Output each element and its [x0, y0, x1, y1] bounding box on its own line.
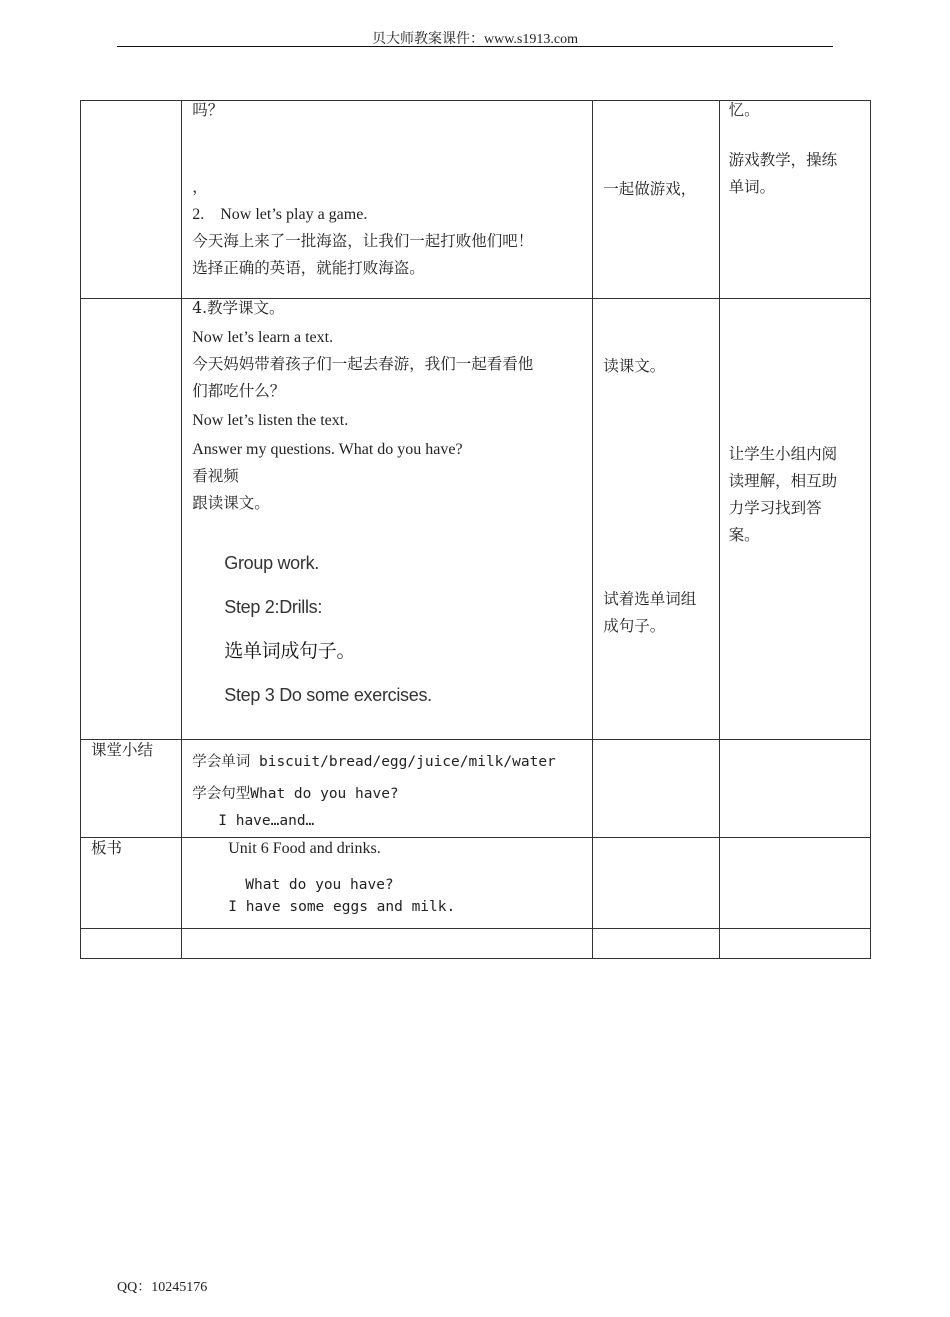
- row1-col4: [719, 101, 870, 299]
- line-text: 选择正确的英语，就能打败海盗。: [192, 259, 425, 277]
- image-line-group-work: Group work.: [224, 553, 319, 573]
- purpose-text: 案。: [728, 526, 760, 544]
- row4-col1: [81, 838, 182, 929]
- line-text: 看视频: [192, 467, 239, 485]
- table-row: [81, 929, 871, 959]
- row2-col3: [593, 299, 719, 740]
- row3-col1: [81, 740, 182, 838]
- section-label-summary: 课堂小结: [91, 741, 154, 759]
- row5-col4: [719, 929, 870, 959]
- row5-col1: [81, 929, 182, 959]
- row2-col2: [182, 299, 593, 740]
- line-text: 吗？: [192, 101, 224, 119]
- activity-text: 成句子。: [603, 617, 666, 635]
- line-text: ，: [192, 178, 208, 196]
- row1-col3: [593, 101, 719, 299]
- table-row: [81, 838, 871, 929]
- purpose-text: 力学习找到答: [728, 499, 822, 517]
- summary-line: 学会单词 biscuit/bread/egg/juice/milk/water: [192, 754, 556, 770]
- board-line: What do you have?: [245, 877, 394, 893]
- table-row: [81, 299, 871, 740]
- page-footer: QQ：10245176: [117, 1280, 208, 1295]
- line-text: 今天海上来了一批海盗，让我们一起打败他们吧！: [192, 232, 534, 250]
- table-row: [81, 101, 871, 299]
- purpose-text: 游戏教学，操练: [728, 151, 838, 169]
- activity-text: 试着选单词组: [603, 590, 697, 608]
- line-text: 2. Now let’s play a game.: [192, 206, 368, 223]
- row4-col2: [182, 838, 593, 929]
- row5-col3: [593, 929, 719, 959]
- purpose-text: 单词。: [728, 178, 776, 196]
- row4-col4: [719, 838, 870, 929]
- row5-col2: [182, 929, 593, 959]
- board-line: I have some eggs and milk.: [228, 899, 456, 915]
- summary-line: I have…and…: [218, 813, 315, 829]
- row1-col1: [81, 101, 182, 299]
- board-title: Unit 6 Food and drinks.: [228, 840, 381, 857]
- section-label-board: 板书: [91, 839, 123, 857]
- row3-col3: [593, 740, 719, 838]
- row4-col3: [593, 838, 719, 929]
- line-text: Answer my questions. What do you have?: [192, 441, 463, 458]
- purpose-text: 让学生小组内阅: [728, 445, 838, 463]
- table-row: [81, 740, 871, 838]
- row3-col2: [182, 740, 593, 838]
- embedded-image: [224, 550, 524, 712]
- image-line-select: 选单词成句子。: [224, 641, 356, 662]
- purpose-text: 读理解，相互助: [728, 472, 838, 490]
- line-text: 们都吃什么？: [192, 382, 286, 400]
- line-text: Now let’s listen the text.: [192, 412, 349, 429]
- line-text: 跟读课文。: [192, 494, 270, 512]
- line-text: 今天妈妈带着孩子们一起去春游，我们一起看看他: [192, 355, 534, 373]
- summary-line: 学会句型What do you have?: [192, 786, 399, 802]
- purpose-text: 忆。: [728, 101, 760, 119]
- row2-col1: [81, 299, 182, 740]
- activity-text: 一起做游戏，: [603, 180, 697, 198]
- line-text: 4.教学课文。: [192, 299, 285, 317]
- row1-col2: [182, 101, 593, 299]
- activity-text: 读课文。: [603, 357, 666, 375]
- line-text: Now let’s learn a text.: [192, 329, 334, 346]
- page-header: 贝大师教案课件：www.s1913.com: [372, 32, 578, 47]
- image-line-step3: Step 3 Do some exercises.: [224, 685, 432, 705]
- image-line-step2: Step 2:Drills:: [224, 597, 323, 617]
- header-rule: [117, 46, 833, 47]
- row3-col4: [719, 740, 870, 838]
- lesson-plan-table: [80, 100, 871, 959]
- row2-col4: [719, 299, 870, 740]
